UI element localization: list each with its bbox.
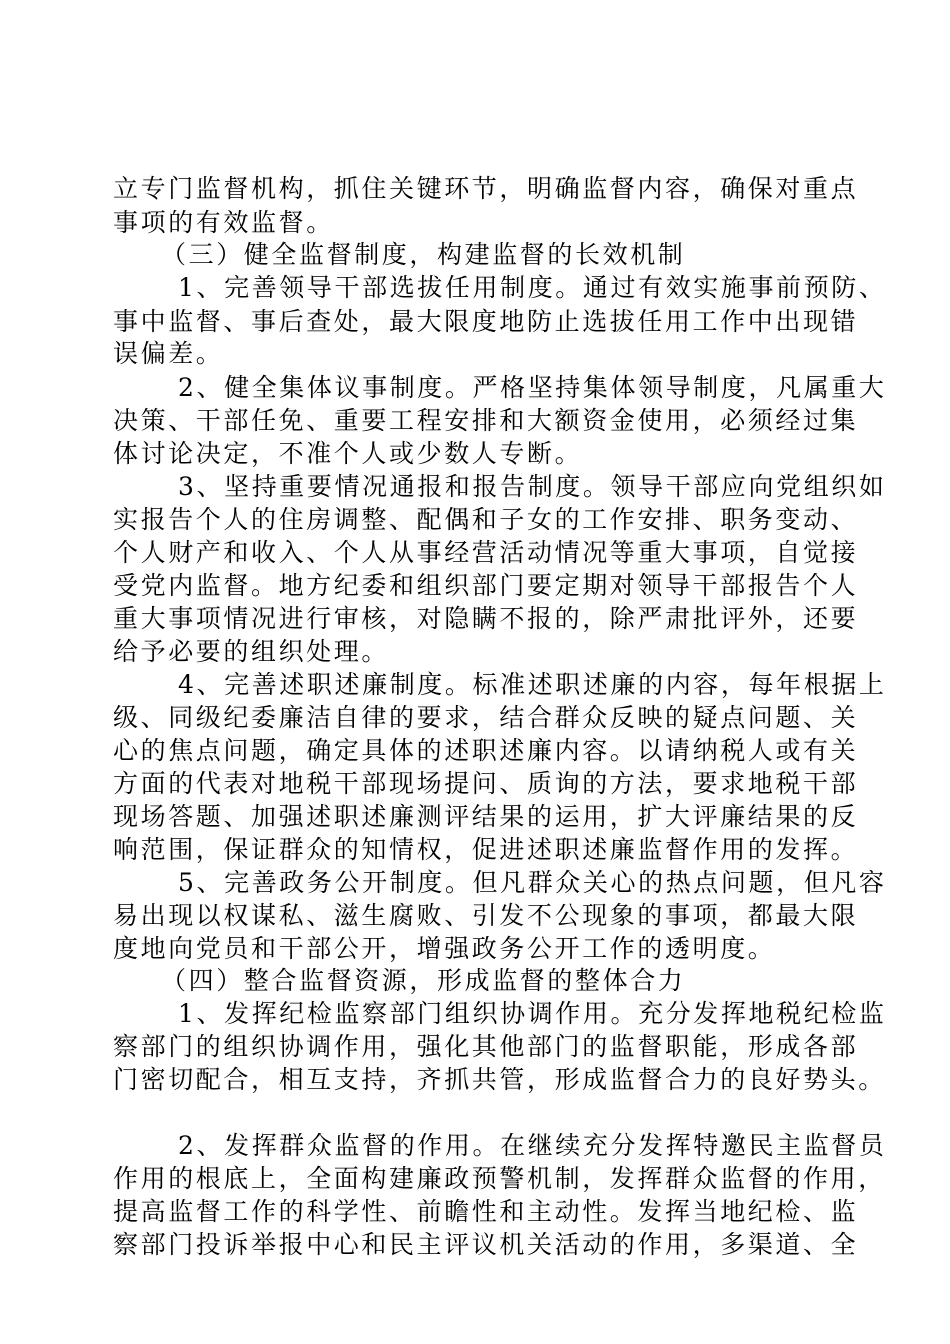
text-line: 门密切配合，相互支持，齐抓共管，形成监督合力的良好势头。 xyxy=(113,1065,886,1094)
text-line: 事中监督、事后查处，最大限度地防止选拔任用工作中出现错 xyxy=(113,307,859,336)
text-line: 现场答题、加强述职述廉测评结果的运用，扩大评廉结果的反 xyxy=(113,802,859,831)
text-line: 给予必要的组织处理。 xyxy=(113,637,390,666)
text-line: 个人财产和收入、个人从事经营活动情况等重大事项，自觉接 xyxy=(113,538,859,567)
text-line: 察部门投诉举报中心和民主评议机关活动的作用，多渠道、全 xyxy=(113,1230,859,1259)
text-line: 级、同级纪委廉洁自律的要求，结合群众反映的疑点问题、关 xyxy=(113,703,859,732)
text-line: 1、发挥纪检监察部门组织协调作用。充分发挥地税纪检监 xyxy=(178,999,887,1028)
text-line: 2、健全集体议事制度。严格坚持集体领导制度，凡属重大 xyxy=(178,373,887,402)
text-line: 提高监督工作的科学性、前瞻性和主动性。发挥当地纪检、监 xyxy=(113,1197,859,1226)
text-line: 2、发挥群众监督的作用。在继续充分发挥特邀民主监督员 xyxy=(178,1131,887,1160)
text-line: 决策、干部任免、重要工程安排和大额资金使用，必须经过集 xyxy=(113,406,859,435)
section-heading: （三）健全监督制度，构建监督的长效机制 xyxy=(161,240,686,269)
text-line: 受党内监督。地方纪委和组织部门要定期对领导干部报告个人 xyxy=(113,571,859,600)
text-line: 易出现以权谋私、滋生腐败、引发不公现象的事项，都最大限 xyxy=(113,901,859,930)
text-line: 方面的代表对地税干部现场提问、质询的方法，要求地税干部 xyxy=(113,769,859,798)
text-line: 响范围，保证群众的知情权，促进述职述廉监督作用的发挥。 xyxy=(113,835,859,864)
section-heading: （四）整合监督资源，形成监督的整体合力 xyxy=(161,966,686,995)
text-line: 度地向党员和干部公开，增强政务公开工作的透明度。 xyxy=(113,934,776,963)
text-line: 实报告个人的住房调整、配偶和子女的工作安排、职务变动、 xyxy=(113,505,859,534)
text-line: 误偏差。 xyxy=(113,339,224,368)
text-line: 重大事项情况进行审核，对隐瞒不报的，除严肃批评外，还要 xyxy=(113,604,859,633)
text-line: 作用的根底上，全面构建廉政预警机制，发挥群众监督的作用， xyxy=(113,1164,886,1193)
text-line: 1、完善领导干部选拔任用制度。通过有效实施事前预防、 xyxy=(178,273,887,302)
text-line: 立专门监督机构，抓住关键环节，明确监督内容，确保对重点 xyxy=(113,174,859,203)
text-line: 4、完善述职述廉制度。标准述职述廉的内容，每年根据上 xyxy=(178,670,887,699)
text-line: 心的焦点问题，确定具体的述职述廉内容。以请纳税人或有关 xyxy=(113,736,859,765)
text-line: 3、坚持重要情况通报和报告制度。领导干部应向党组织如 xyxy=(178,472,887,501)
text-line: 事项的有效监督。 xyxy=(113,208,334,237)
text-line: 察部门的组织协调作用，强化其他部门的监督职能，形成各部 xyxy=(113,1032,859,1061)
text-line: 体讨论决定，不准个人或少数人专断。 xyxy=(113,439,583,468)
text-line: 5、完善政务公开制度。但凡群众关心的热点问题，但凡容 xyxy=(178,868,887,897)
